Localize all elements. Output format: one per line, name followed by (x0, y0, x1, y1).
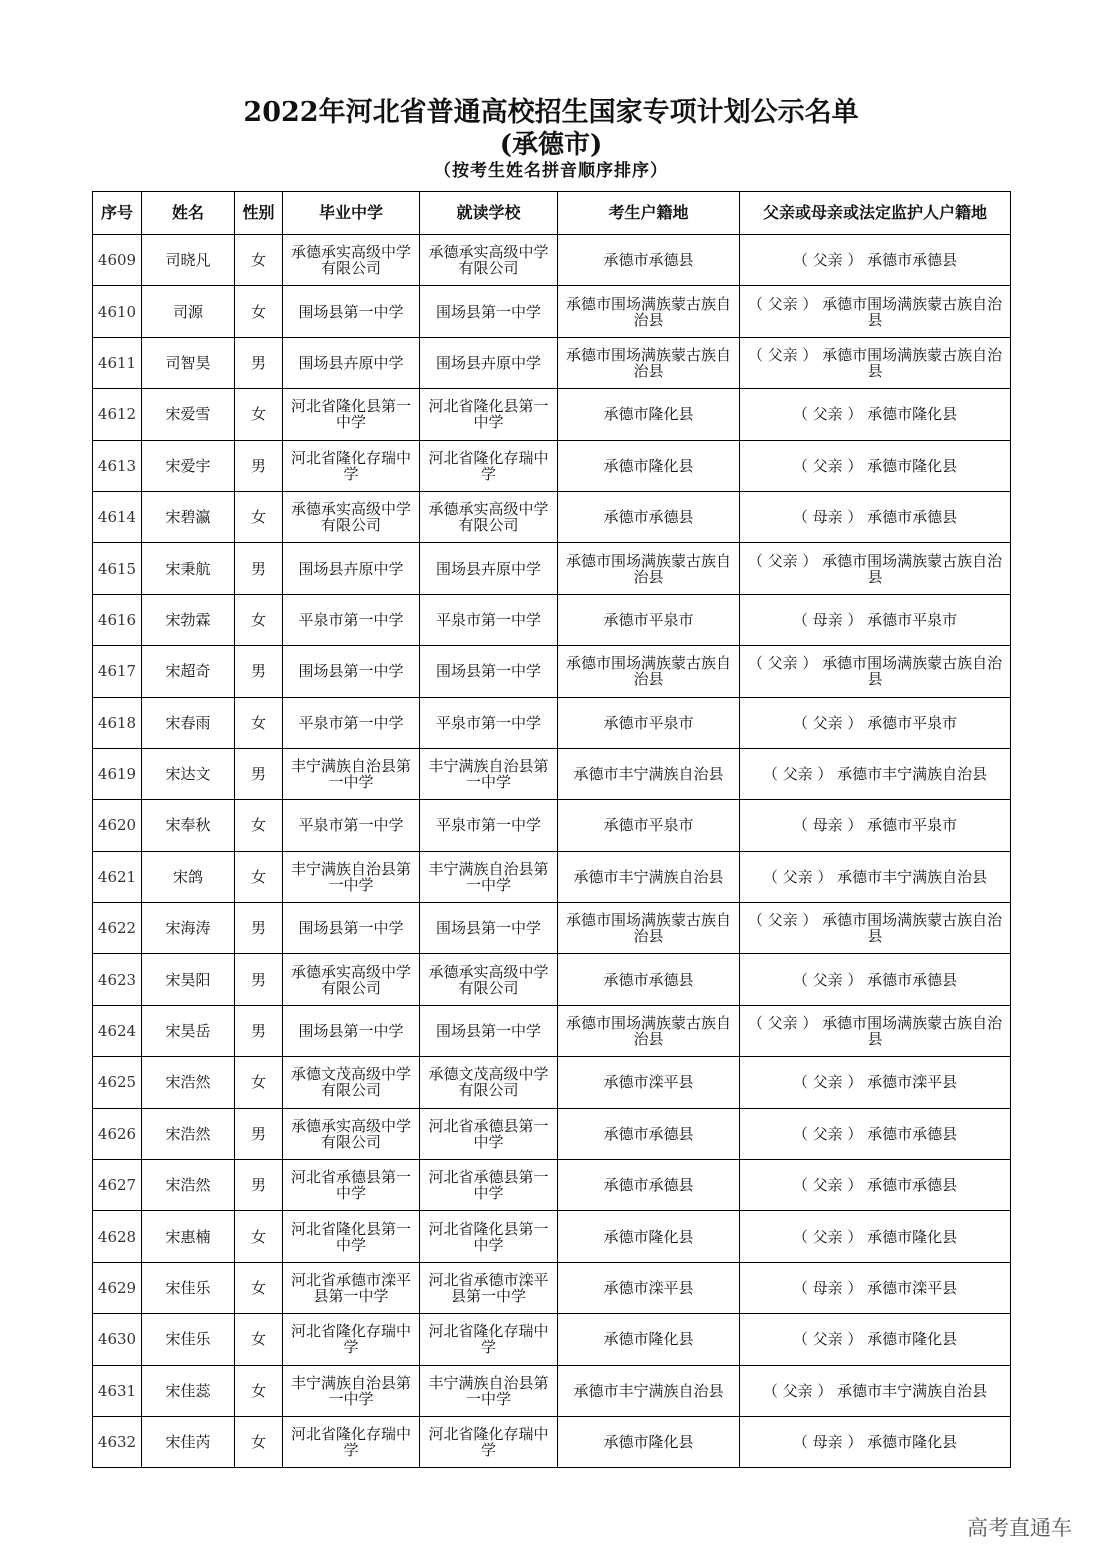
cell-seq: 4630 (93, 1314, 142, 1365)
cell-student-hukou: 承德市平泉市 (558, 800, 740, 851)
table-row (93, 697, 1011, 748)
cell-seq: 4624 (93, 1005, 142, 1056)
cell-name: 宋超奇 (142, 646, 235, 697)
cell-gender: 男 (235, 1005, 283, 1056)
cell-guardian-hukou: （ 父亲 ） 承德市丰宁满族自治县 (740, 748, 1011, 799)
cell-seq: 4626 (93, 1108, 142, 1159)
cell-student-hukou: 承德市围场满族蒙古族自治县 (558, 903, 740, 954)
cell-student-hukou: 承德市围场满族蒙古族自治县 (558, 337, 740, 388)
cell-guardian-hukou: （ 父亲 ） 承德市承德县 (740, 1160, 1011, 1211)
cell-guardian-hukou: （ 父亲 ） 承德市围场满族蒙古族自治县 (740, 646, 1011, 697)
cell-guardian-hukou: （ 父亲 ） 承德市围场满族蒙古族自治县 (740, 337, 1011, 388)
cell-seq: 4619 (93, 748, 142, 799)
table-row (93, 1108, 1011, 1159)
cell-seq: 4617 (93, 646, 142, 697)
cell-current-school: 平泉市第一中学 (420, 697, 558, 748)
cell-student-hukou: 承德市围场满族蒙古族自治县 (558, 286, 740, 337)
cell-guardian-hukou: （ 父亲 ） 承德市承德县 (740, 1108, 1011, 1159)
cell-grad-school: 平泉市第一中学 (283, 800, 420, 851)
cell-current-school: 承德承实高级中学有限公司 (420, 491, 558, 542)
cell-name: 宋海涛 (142, 903, 235, 954)
table-header-row (93, 192, 1011, 235)
cell-current-school: 围场县第一中学 (420, 646, 558, 697)
cell-current-school: 围场县第一中学 (420, 1005, 558, 1056)
cell-grad-school: 围场县第一中学 (283, 646, 420, 697)
cell-name: 宋爱雪 (142, 389, 235, 440)
cell-current-school: 承德承实高级中学有限公司 (420, 235, 558, 286)
cell-guardian-hukou: （ 父亲 ） 承德市承德县 (740, 954, 1011, 1005)
header-gender: 性别 (235, 192, 283, 235)
cell-gender: 男 (235, 903, 283, 954)
cell-student-hukou: 承德市围场满族蒙古族自治县 (558, 1005, 740, 1056)
cell-seq: 4614 (93, 491, 142, 542)
cell-student-hukou: 承德市承德县 (558, 1160, 740, 1211)
cell-current-school: 围场县卉原中学 (420, 337, 558, 388)
header-seq: 序号 (93, 192, 142, 235)
cell-current-school: 丰宁满族自治县第一中学 (420, 748, 558, 799)
cell-grad-school: 围场县卉原中学 (283, 337, 420, 388)
cell-gender: 女 (235, 697, 283, 748)
cell-grad-school: 河北省承德市滦平县第一中学 (283, 1262, 420, 1313)
cell-name: 宋碧瀛 (142, 491, 235, 542)
watermark: 高考直通车 (967, 1516, 1072, 1540)
cell-seq: 4631 (93, 1365, 142, 1416)
cell-grad-school: 丰宁满族自治县第一中学 (283, 1365, 420, 1416)
table-row (93, 389, 1011, 440)
cell-name: 宋昊岳 (142, 1005, 235, 1056)
cell-grad-school: 围场县第一中学 (283, 1005, 420, 1056)
cell-current-school: 河北省隆化县第一中学 (420, 1211, 558, 1262)
cell-grad-school: 河北省隆化县第一中学 (283, 389, 420, 440)
cell-guardian-hukou: （ 父亲 ） 承德市承德县 (740, 235, 1011, 286)
cell-seq: 4622 (93, 903, 142, 954)
cell-guardian-hukou: （ 父亲 ） 承德市隆化县 (740, 1314, 1011, 1365)
table-row (93, 235, 1011, 286)
cell-grad-school: 承德承实高级中学有限公司 (283, 1108, 420, 1159)
cell-gender: 男 (235, 954, 283, 1005)
cell-gender: 女 (235, 1365, 283, 1416)
cell-current-school: 河北省隆化存瑞中学 (420, 1314, 558, 1365)
table-row (93, 954, 1011, 1005)
page-subtitle-city: (承德市) (499, 130, 603, 160)
cell-seq: 4621 (93, 851, 142, 902)
cell-name: 宋昊阳 (142, 954, 235, 1005)
cell-current-school: 河北省承德县第一中学 (420, 1108, 558, 1159)
table-row (93, 1160, 1011, 1211)
cell-seq: 4613 (93, 440, 142, 491)
cell-grad-school: 承德承实高级中学有限公司 (283, 235, 420, 286)
cell-gender: 女 (235, 1314, 283, 1365)
cell-guardian-hukou: （ 父亲 ） 承德市围场满族蒙古族自治县 (740, 543, 1011, 594)
table-row (93, 1211, 1011, 1262)
cell-name: 宋春雨 (142, 697, 235, 748)
cell-student-hukou: 承德市平泉市 (558, 697, 740, 748)
cell-gender: 女 (235, 851, 283, 902)
table-row (93, 800, 1011, 851)
cell-guardian-hukou: （ 母亲 ） 承德市平泉市 (740, 594, 1011, 645)
table-row (93, 337, 1011, 388)
cell-name: 司源 (142, 286, 235, 337)
cell-name: 宋爱宇 (142, 440, 235, 491)
cell-current-school: 围场县第一中学 (420, 903, 558, 954)
table-row (93, 491, 1011, 542)
cell-current-school: 围场县第一中学 (420, 286, 558, 337)
cell-student-hukou: 承德市滦平县 (558, 1262, 740, 1313)
cell-grad-school: 承德文茂高级中学有限公司 (283, 1057, 420, 1108)
table-row (93, 1314, 1011, 1365)
cell-student-hukou: 承德市丰宁满族自治县 (558, 851, 740, 902)
cell-name: 宋奉秋 (142, 800, 235, 851)
table-row (93, 1057, 1011, 1108)
cell-student-hukou: 承德市围场满族蒙古族自治县 (558, 646, 740, 697)
cell-student-hukou: 承德市隆化县 (558, 1416, 740, 1467)
cell-current-school: 承德文茂高级中学有限公司 (420, 1057, 558, 1108)
cell-gender: 女 (235, 491, 283, 542)
cell-student-hukou: 承德市承德县 (558, 954, 740, 1005)
cell-gender: 女 (235, 1057, 283, 1108)
cell-student-hukou: 承德市平泉市 (558, 594, 740, 645)
cell-name: 宋浩然 (142, 1108, 235, 1159)
cell-grad-school: 承德承实高级中学有限公司 (283, 954, 420, 1005)
cell-gender: 女 (235, 594, 283, 645)
table-row (93, 543, 1011, 594)
header-name: 姓名 (142, 192, 235, 235)
cell-name: 宋惠楠 (142, 1211, 235, 1262)
table-row (93, 903, 1011, 954)
roster-table (92, 191, 1011, 1468)
table-row (93, 748, 1011, 799)
cell-name: 宋勃霖 (142, 594, 235, 645)
cell-current-school: 围场县卉原中学 (420, 543, 558, 594)
cell-current-school: 承德承实高级中学有限公司 (420, 954, 558, 1005)
table-row (93, 594, 1011, 645)
cell-student-hukou: 承德市隆化县 (558, 1211, 740, 1262)
cell-grad-school: 河北省隆化存瑞中学 (283, 1416, 420, 1467)
cell-name: 司晓凡 (142, 235, 235, 286)
header-guardian-hukou: 父亲或母亲或法定监护人户籍地 (740, 192, 1011, 235)
cell-guardian-hukou: （ 父亲 ） 承德市隆化县 (740, 389, 1011, 440)
cell-current-school: 丰宁满族自治县第一中学 (420, 851, 558, 902)
cell-seq: 4611 (93, 337, 142, 388)
cell-guardian-hukou: （ 父亲 ） 承德市围场满族蒙古族自治县 (740, 903, 1011, 954)
cell-grad-school: 河北省承德县第一中学 (283, 1160, 420, 1211)
cell-name: 宋佳乐 (142, 1262, 235, 1313)
cell-grad-school: 围场县第一中学 (283, 903, 420, 954)
table-row (93, 1365, 1011, 1416)
cell-student-hukou: 承德市隆化县 (558, 440, 740, 491)
cell-grad-school: 河北省隆化存瑞中学 (283, 1314, 420, 1365)
cell-seq: 4615 (93, 543, 142, 594)
cell-seq: 4628 (93, 1211, 142, 1262)
table-row (93, 440, 1011, 491)
page-title: 2022年河北省普通高校招生国家专项计划公示名单 (243, 97, 859, 128)
cell-seq: 4609 (93, 235, 142, 286)
cell-gender: 男 (235, 1108, 283, 1159)
cell-student-hukou: 承德市隆化县 (558, 389, 740, 440)
cell-student-hukou: 承德市承德县 (558, 1108, 740, 1159)
cell-grad-school: 丰宁满族自治县第一中学 (283, 748, 420, 799)
cell-seq: 4612 (93, 389, 142, 440)
cell-gender: 女 (235, 235, 283, 286)
table-row (93, 1005, 1011, 1056)
cell-guardian-hukou: （ 母亲 ） 承德市滦平县 (740, 1262, 1011, 1313)
cell-guardian-hukou: （ 母亲 ） 承德市隆化县 (740, 1416, 1011, 1467)
cell-name: 司智昊 (142, 337, 235, 388)
cell-current-school: 丰宁满族自治县第一中学 (420, 1365, 558, 1416)
header-current-school: 就读学校 (420, 192, 558, 235)
cell-student-hukou: 承德市滦平县 (558, 1057, 740, 1108)
header-student-hukou: 考生户籍地 (558, 192, 740, 235)
table-row (93, 1262, 1011, 1313)
cell-gender: 男 (235, 543, 283, 594)
cell-gender: 女 (235, 286, 283, 337)
sort-note: （按考生姓名拼音顺序排序） (434, 161, 668, 181)
cell-guardian-hukou: （ 父亲 ） 承德市丰宁满族自治县 (740, 851, 1011, 902)
cell-current-school: 河北省隆化存瑞中学 (420, 440, 558, 491)
cell-seq: 4623 (93, 954, 142, 1005)
cell-student-hukou: 承德市围场满族蒙古族自治县 (558, 543, 740, 594)
cell-grad-school: 丰宁满族自治县第一中学 (283, 851, 420, 902)
cell-guardian-hukou: （ 父亲 ） 承德市隆化县 (740, 1211, 1011, 1262)
cell-student-hukou: 承德市承德县 (558, 491, 740, 542)
cell-current-school: 河北省隆化存瑞中学 (420, 1416, 558, 1467)
table-body (93, 235, 1011, 1468)
cell-seq: 4610 (93, 286, 142, 337)
cell-name: 宋佳乐 (142, 1314, 235, 1365)
cell-gender: 女 (235, 389, 283, 440)
cell-guardian-hukou: （ 父亲 ） 承德市平泉市 (740, 697, 1011, 748)
cell-current-school: 河北省隆化县第一中学 (420, 389, 558, 440)
cell-seq: 4629 (93, 1262, 142, 1313)
cell-guardian-hukou: （ 父亲 ） 承德市围场满族蒙古族自治县 (740, 286, 1011, 337)
cell-seq: 4620 (93, 800, 142, 851)
cell-gender: 女 (235, 1416, 283, 1467)
cell-guardian-hukou: （ 母亲 ） 承德市承德县 (740, 491, 1011, 542)
cell-student-hukou: 承德市丰宁满族自治县 (558, 748, 740, 799)
cell-grad-school: 围场县卉原中学 (283, 543, 420, 594)
cell-name: 宋浩然 (142, 1057, 235, 1108)
cell-seq: 4625 (93, 1057, 142, 1108)
cell-gender: 男 (235, 440, 283, 491)
cell-guardian-hukou: （ 父亲 ） 承德市滦平县 (740, 1057, 1011, 1108)
cell-gender: 女 (235, 1211, 283, 1262)
cell-name: 宋秉航 (142, 543, 235, 594)
cell-student-hukou: 承德市承德县 (558, 235, 740, 286)
cell-gender: 女 (235, 1262, 283, 1313)
cell-guardian-hukou: （ 父亲 ） 承德市隆化县 (740, 440, 1011, 491)
cell-name: 宋浩然 (142, 1160, 235, 1211)
cell-guardian-hukou: （ 母亲 ） 承德市平泉市 (740, 800, 1011, 851)
cell-seq: 4618 (93, 697, 142, 748)
cell-grad-school: 围场县第一中学 (283, 286, 420, 337)
cell-name: 宋鸽 (142, 851, 235, 902)
cell-student-hukou: 承德市丰宁满族自治县 (558, 1365, 740, 1416)
cell-seq: 4616 (93, 594, 142, 645)
cell-grad-school: 平泉市第一中学 (283, 697, 420, 748)
cell-gender: 女 (235, 800, 283, 851)
cell-gender: 男 (235, 1160, 283, 1211)
cell-guardian-hukou: （ 父亲 ） 承德市围场满族蒙古族自治县 (740, 1005, 1011, 1056)
cell-seq: 4627 (93, 1160, 142, 1211)
cell-current-school: 平泉市第一中学 (420, 800, 558, 851)
cell-current-school: 河北省承德县第一中学 (420, 1160, 558, 1211)
cell-name: 宋佳蕊 (142, 1365, 235, 1416)
table-row (93, 286, 1011, 337)
cell-name: 宋佳芮 (142, 1416, 235, 1467)
cell-grad-school: 河北省隆化县第一中学 (283, 1211, 420, 1262)
cell-gender: 男 (235, 337, 283, 388)
cell-student-hukou: 承德市隆化县 (558, 1314, 740, 1365)
table-row (93, 851, 1011, 902)
cell-grad-school: 平泉市第一中学 (283, 594, 420, 645)
cell-seq: 4632 (93, 1416, 142, 1467)
cell-grad-school: 承德承实高级中学有限公司 (283, 491, 420, 542)
cell-grad-school: 河北省隆化存瑞中学 (283, 440, 420, 491)
header-grad-school: 毕业中学 (283, 192, 420, 235)
table-row (93, 1416, 1011, 1467)
cell-current-school: 平泉市第一中学 (420, 594, 558, 645)
cell-name: 宋达文 (142, 748, 235, 799)
cell-gender: 男 (235, 748, 283, 799)
cell-guardian-hukou: （ 父亲 ） 承德市丰宁满族自治县 (740, 1365, 1011, 1416)
table-row (93, 646, 1011, 697)
cell-gender: 男 (235, 646, 283, 697)
cell-current-school: 河北省承德市滦平县第一中学 (420, 1262, 558, 1313)
